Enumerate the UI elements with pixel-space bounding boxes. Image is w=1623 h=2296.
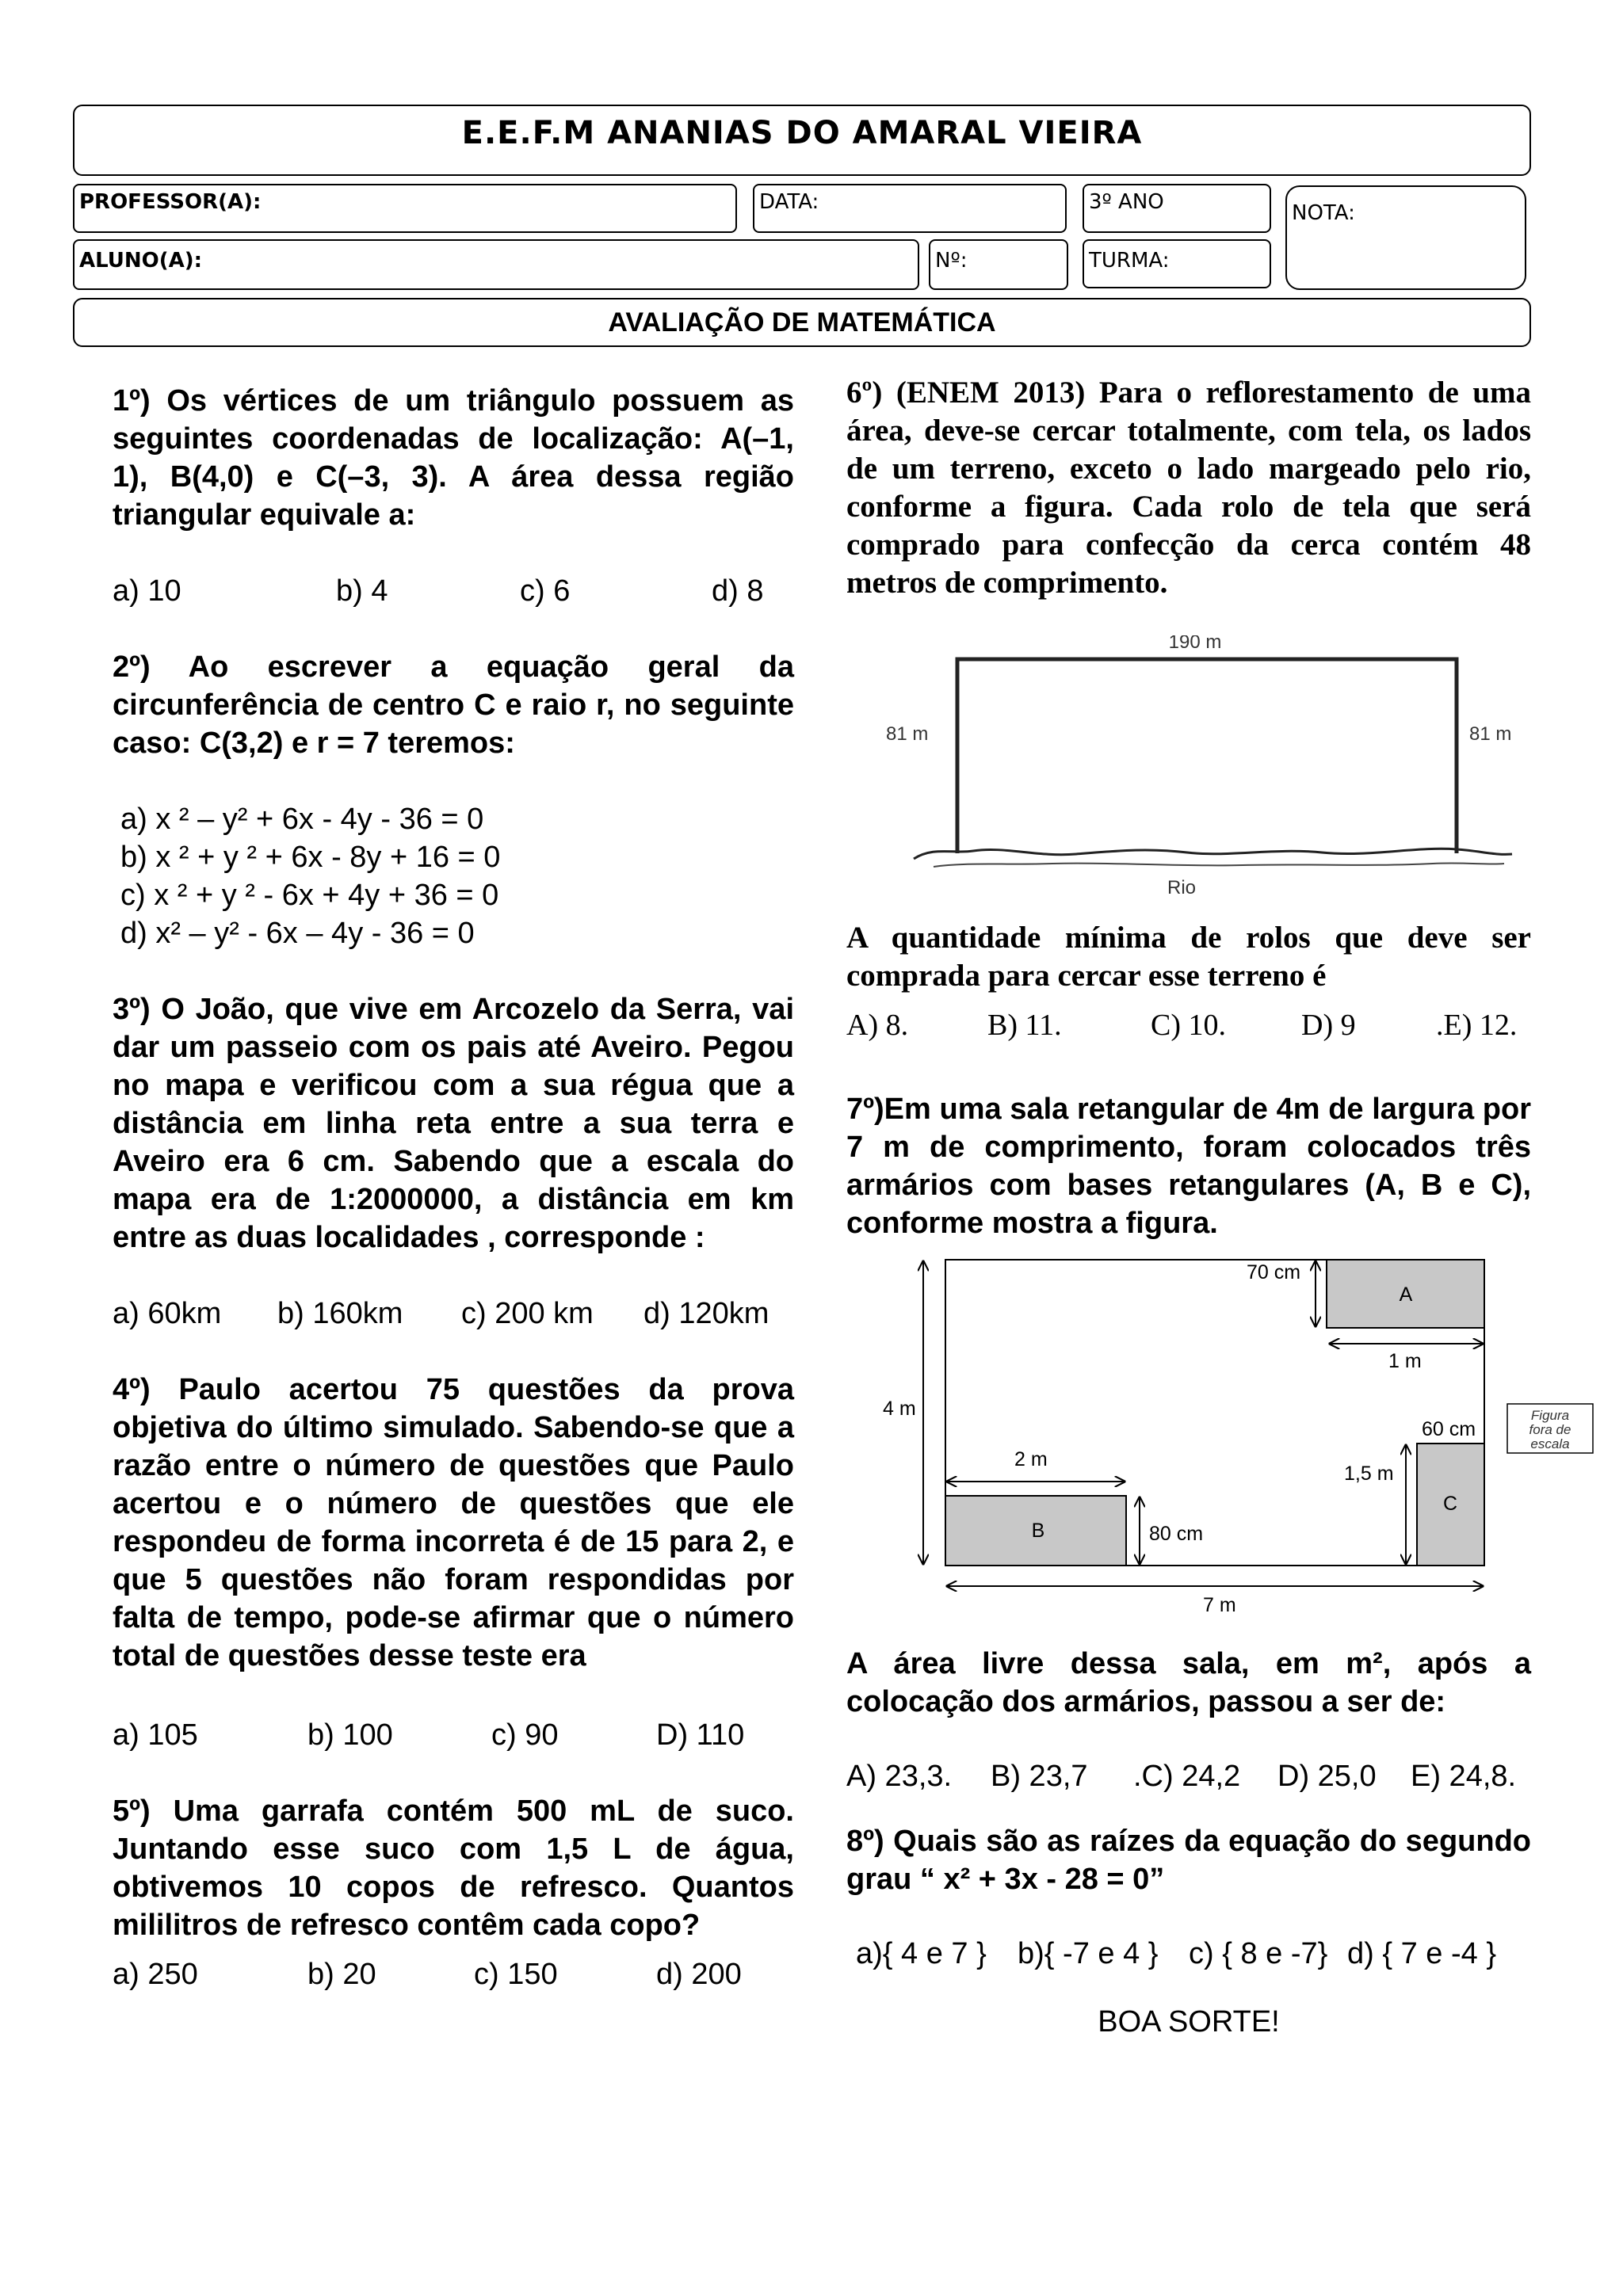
option: a) 60km (113, 1297, 222, 1330)
question-7-prompt: A área livre dessa sala, em m², após a colocação dos armários, passou a ser de: (846, 1647, 1531, 1718)
footer-message: BOA SORTE! (1098, 2005, 1280, 2039)
school-title: E.E.F.M ANANIAS DO AMARAL VIEIRA (73, 105, 1531, 176)
option: D) 25,0 (1277, 1760, 1377, 1793)
option: a) x ² – y² + 6x - 4y - 36 = 0 (120, 803, 484, 836)
option: b) 4 (336, 574, 388, 608)
option: .E) 12. (1436, 1009, 1518, 1042)
year-field: 3º ANO (1083, 184, 1271, 233)
option: B) 11. (987, 1009, 1062, 1042)
scale-note-line3: escala (1530, 1436, 1570, 1451)
river-label: Rio (1167, 877, 1197, 898)
question-6-options (846, 1006, 1531, 1044)
option: d) 8 (712, 574, 764, 608)
option: a){ 4 e 7 } (856, 1937, 987, 1970)
cabinet-c-label: C (1442, 1493, 1458, 1515)
fence-top-label: 190 m (1168, 635, 1222, 653)
option: b){ -7 e 4 } (1018, 1937, 1159, 1970)
option: a) 105 (113, 1718, 198, 1752)
cabinet-b-depth-label: 80 cm (1149, 1523, 1204, 1545)
question-6-prompt: A quantidade mínima de rolos que deve ser comprada para cercar esse terreno é (846, 921, 1531, 993)
cabinet-b-label: B (1031, 1520, 1045, 1542)
option: d) 120km (643, 1297, 769, 1330)
option: b) 100 (307, 1718, 393, 1752)
date-field: DATA: (753, 184, 1067, 233)
professor-field: PROFESSOR(A): (73, 184, 737, 233)
question-7-text: 7º)Em uma sala retangular de 4m de largura por 7 m de comprimento, foram colocados três armários com bases retangulares (A, B e C), conforme mostra a figura. (846, 1093, 1531, 1240)
option: b) x ² + y ² + 6x - 8y + 16 = 0 (120, 841, 501, 874)
option: b) 160km (277, 1297, 403, 1330)
class-field: TURMA: (1083, 239, 1271, 288)
option: C) 10. (1151, 1009, 1226, 1042)
scale-note-line1: Figura (1530, 1408, 1570, 1423)
question-1-text: 1º) Os vértices de um triângulo possuem as seguintes coordenadas de localização: A(–1, 1), B(4,0) e C(–3, 3). A área dessa região triangular equivale a: (113, 384, 794, 532)
room-width-label: 4 m (883, 1398, 916, 1420)
question-8-text: 8º) Quais são as raízes da equação do segundo grau “ x² + 3x - 28 = 0” (846, 1825, 1531, 1896)
option: d) { 7 e -4 } (1347, 1937, 1497, 1970)
question-6-text: 6º) (ENEM 2013) Para o reflorestamento de uma área, deve-se cercar totalmente, com tela, os lados de um terreno, exceto o lado margeado pelo rio, conforme a figura. Cada rolo de tela que será comprado para confecção da cerca contém 48 metros de comprimento. (846, 376, 1531, 600)
room-length-label: 7 m (1203, 1594, 1236, 1615)
question-2-options (113, 800, 794, 952)
cabinet-a-length-label: 1 m (1388, 1350, 1422, 1372)
question-3-text: 3º) O João, que vive em Arcozelo da Serra, vai dar um passeio com os pais até Aveiro. Pegou no mapa e verificou com a sua régua que a distância em linha reta entre a sua terra e Aveiro era 6 cm. Sabendo que a escala do mapa era de 1:2000000, a distância em km entre as duas localidades , corresponde : (113, 993, 794, 1254)
option: c) x ² + y ² - 6x + 4y + 36 = 0 (120, 879, 499, 912)
question-5-options (113, 1955, 794, 1993)
exam-subtitle: AVALIAÇÃO DE MATEMÁTICA (73, 298, 1531, 347)
option: c) { 8 e -7} (1189, 1937, 1328, 1970)
question-4-text: 4º) Paulo acertou 75 questões da prova objetiva do último simulado. Sabendo-se que a razão entre o número de questões que Paulo acertou e o número de questões que ele respondeu de forma incorreta é de 15 para 2, e que 5 questões não foram respondidas por falta de tempo, pode-se afirmar que o número total de questões desse teste era (113, 1373, 794, 1672)
fence-left-label: 81 m (886, 723, 929, 745)
room-figure (846, 1250, 1599, 1615)
cabinet-c-length-label: 1,5 m (1344, 1463, 1394, 1485)
cabinet-a-depth-label: 70 cm (1247, 1261, 1301, 1283)
question-8-options (846, 1935, 1531, 1973)
right-column (846, 374, 1571, 2041)
question-4-options (113, 1716, 794, 1754)
number-field: Nº: (929, 239, 1068, 290)
option: d) 200 (656, 1958, 742, 1991)
question-7-options (846, 1757, 1531, 1795)
grade-field: NOTA: (1285, 185, 1526, 290)
option: .C) 24,2 (1133, 1760, 1241, 1793)
option: c) 6 (520, 574, 571, 608)
question-1-options (113, 572, 794, 610)
option: a) 250 (113, 1958, 198, 1991)
fence-right-label: 81 m (1469, 723, 1512, 745)
option: b) 20 (307, 1958, 376, 1991)
option: D) 110 (656, 1718, 745, 1752)
option: A) 8. (846, 1009, 909, 1042)
option: d) x² – y² - 6x – 4y - 36 = 0 (120, 917, 475, 950)
option: D) 9 (1301, 1009, 1356, 1042)
cabinet-b-length-label: 2 m (1014, 1448, 1048, 1470)
cabinet-a-label: A (1399, 1283, 1413, 1306)
question-3-options (113, 1295, 794, 1333)
option: c) 200 km (461, 1297, 594, 1330)
cabinet-c-width-label: 60 cm (1422, 1418, 1476, 1440)
scale-note-line2: fora de (1529, 1422, 1571, 1437)
question-5-text: 5º) Uma garrafa contém 500 mL de suco. Juntando esse suco com 1,5 L de água, obtivemos 10 copos de refresco. Quantos mililitros de refresco contêm cada copo? (113, 1794, 794, 1942)
student-field: ALUNO(A): (73, 239, 919, 290)
option: c) 150 (474, 1958, 558, 1991)
option: c) 90 (491, 1718, 559, 1752)
option: A) 23,3. (846, 1760, 953, 1793)
option: B) 23,7 (991, 1760, 1088, 1793)
option: E) 24,8. (1411, 1760, 1517, 1793)
fence-figure (846, 635, 1528, 913)
left-column (113, 382, 794, 1993)
option: a) 10 (113, 574, 181, 608)
question-2-text: 2º) Ao escrever a equação geral da circunferência de centro C e raio r, no seguinte caso: C(3,2) e r = 7 teremos: (113, 650, 794, 760)
